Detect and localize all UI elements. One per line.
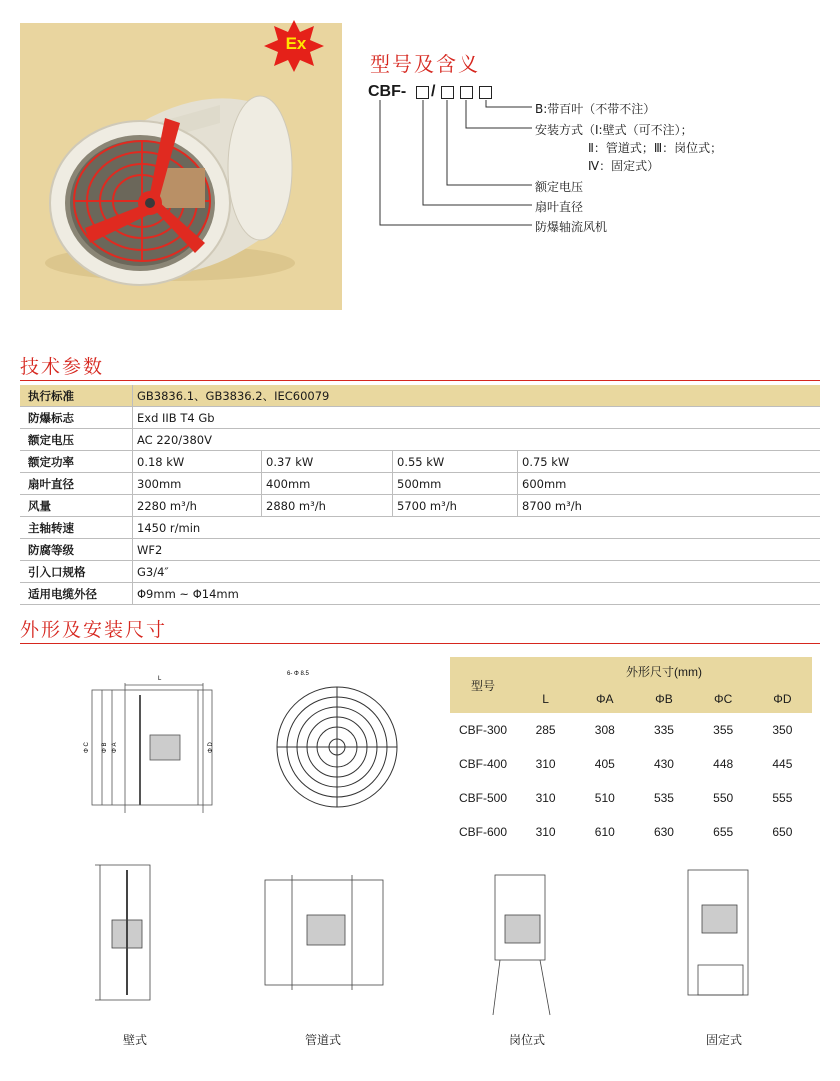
dim-cell: 285 bbox=[535, 723, 556, 737]
spec-label: 执行标准 bbox=[20, 385, 133, 407]
dim-col-header: ΦD bbox=[753, 685, 812, 713]
code-leader-lines bbox=[360, 95, 540, 235]
spec-row bbox=[20, 407, 820, 429]
spec-row bbox=[20, 473, 820, 495]
dim-model: CBF-600 bbox=[458, 825, 508, 839]
code-b-line: B:带百叶（不带不注） bbox=[535, 102, 656, 116]
spec-row bbox=[20, 561, 820, 583]
spec-value: AC 220/380V bbox=[133, 429, 821, 451]
code-install-line-3: Ⅳ：固定式） bbox=[588, 159, 660, 173]
spec-value: 300mm bbox=[133, 473, 262, 495]
dim-row bbox=[450, 781, 812, 815]
spec-value: 8700 m³/h bbox=[518, 495, 821, 517]
dim-row bbox=[450, 815, 812, 849]
dim-label-A: Φ A bbox=[112, 742, 118, 753]
side-view-drawing bbox=[80, 665, 230, 815]
dim-row bbox=[450, 747, 812, 781]
spec-value: G3/4″ bbox=[133, 561, 821, 583]
spec-value: Exd IIB T4 Gb bbox=[133, 407, 821, 429]
ex-badge-text: Ex bbox=[285, 34, 307, 53]
code-slash: / bbox=[431, 83, 436, 100]
spec-label: 适用电缆外径 bbox=[20, 583, 133, 605]
dim-cell: 310 bbox=[535, 825, 556, 839]
dim-cell: 350 bbox=[772, 723, 793, 737]
dim-label-holes: 6- Φ 8.5 bbox=[287, 671, 309, 677]
spec-value: WF2 bbox=[133, 539, 821, 561]
dim-cell: 335 bbox=[653, 723, 674, 737]
spec-value: 500mm bbox=[393, 473, 518, 495]
fixed-mount-drawing bbox=[680, 865, 760, 1005]
model-code-prefix: CBF- bbox=[368, 83, 407, 100]
dim-label-L: L bbox=[158, 676, 162, 682]
mount-caption-post: 岗位式 bbox=[508, 1033, 545, 1047]
dim-cell: 308 bbox=[594, 723, 615, 737]
spec-value: 0.37 kW bbox=[262, 451, 393, 473]
dim-cell: 655 bbox=[713, 825, 734, 839]
spec-label: 扇叶直径 bbox=[20, 473, 133, 495]
spec-row bbox=[20, 385, 820, 407]
spec-value: 2280 m³/h bbox=[133, 495, 262, 517]
code-diameter-line: 扇叶直径 bbox=[535, 200, 584, 214]
spec-label: 额定功率 bbox=[20, 451, 133, 473]
wall-mount-drawing bbox=[90, 860, 180, 1010]
spec-value: 1450 r/min bbox=[133, 517, 821, 539]
specs-title: 技术参数 bbox=[20, 356, 105, 378]
spec-value: 0.55 kW bbox=[393, 451, 518, 473]
dim-label-B: Φ B bbox=[102, 742, 108, 753]
dim-model: CBF-500 bbox=[458, 791, 508, 805]
spec-row bbox=[20, 583, 820, 605]
code-name-line: 防爆轴流风机 bbox=[535, 220, 608, 234]
dim-col-header: ΦC bbox=[694, 685, 753, 713]
dim-cell: 650 bbox=[772, 825, 793, 839]
spec-label: 引入口规格 bbox=[20, 561, 133, 583]
code-voltage-line: 额定电压 bbox=[535, 180, 584, 194]
dim-col-header: ΦB bbox=[634, 685, 693, 713]
dim-row bbox=[450, 713, 812, 747]
dim-cell: 405 bbox=[594, 757, 615, 771]
spec-label: 额定电压 bbox=[20, 429, 133, 451]
code-install-line-2: Ⅱ：管道式；Ⅲ：岗位式； bbox=[588, 141, 723, 155]
dim-cell: 610 bbox=[594, 825, 615, 839]
dim-col-header: L bbox=[516, 685, 575, 713]
dim-cell: 448 bbox=[713, 757, 734, 771]
dim-col-header: ΦA bbox=[575, 685, 634, 713]
spec-row bbox=[20, 495, 820, 517]
dimensions-table bbox=[450, 657, 812, 849]
dimensions-title: 外形及安装尺寸 bbox=[20, 619, 168, 641]
spec-row bbox=[20, 429, 820, 451]
spec-value: 400mm bbox=[262, 473, 393, 495]
dim-cell: 630 bbox=[653, 825, 674, 839]
specs-rule bbox=[20, 380, 820, 381]
dim-cell: 430 bbox=[653, 757, 674, 771]
spec-label: 防腐等级 bbox=[20, 539, 133, 561]
dim-model: CBF-300 bbox=[458, 723, 508, 737]
dim-model: CBF-400 bbox=[458, 757, 508, 771]
spec-row bbox=[20, 451, 820, 473]
specs-table bbox=[20, 385, 820, 605]
dim-cell: 555 bbox=[772, 791, 793, 805]
duct-mount-drawing bbox=[262, 870, 387, 995]
code-install-line-1: 安装方式（Ⅰ:壁式（可不注）； bbox=[535, 123, 693, 137]
spec-value: 5700 m³/h bbox=[393, 495, 518, 517]
spec-value: Φ9mm ~ Φ14mm bbox=[133, 583, 821, 605]
dim-cell: 445 bbox=[772, 757, 793, 771]
dim-label-C: Φ C bbox=[84, 742, 90, 753]
dim-cell: 310 bbox=[535, 757, 556, 771]
dim-cell: 510 bbox=[594, 791, 615, 805]
dim-label-D: Φ D bbox=[208, 742, 214, 753]
spec-label: 风量 bbox=[20, 495, 133, 517]
spec-row bbox=[20, 539, 820, 561]
dim-model-header: 型号 bbox=[450, 657, 516, 713]
dim-cell: 535 bbox=[653, 791, 674, 805]
spec-row bbox=[20, 517, 820, 539]
dim-cell: 355 bbox=[713, 723, 734, 737]
mount-caption-fixed: 固定式 bbox=[705, 1033, 742, 1047]
dim-group-header: 外形尺寸(mm) bbox=[516, 657, 812, 685]
spec-value: 0.75 kW bbox=[518, 451, 821, 473]
spec-value: 600mm bbox=[518, 473, 821, 495]
spec-value: 0.18 kW bbox=[133, 451, 262, 473]
mount-caption-duct: 管道式 bbox=[304, 1033, 341, 1047]
post-mount-drawing bbox=[485, 870, 565, 1020]
dim-cell: 310 bbox=[535, 791, 556, 805]
front-view-drawing bbox=[272, 665, 407, 815]
spec-label: 主轴转速 bbox=[20, 517, 133, 539]
spec-value: GB3836.1、GB3836.2、IEC60079 bbox=[133, 385, 821, 407]
model-meaning-title: 型号及含义 bbox=[370, 52, 480, 76]
spec-value: 2880 m³/h bbox=[262, 495, 393, 517]
mount-caption-wall: 壁式 bbox=[122, 1033, 147, 1047]
dimensions-rule bbox=[20, 643, 820, 644]
spec-label: 防爆标志 bbox=[20, 407, 133, 429]
dim-cell: 550 bbox=[713, 791, 734, 805]
